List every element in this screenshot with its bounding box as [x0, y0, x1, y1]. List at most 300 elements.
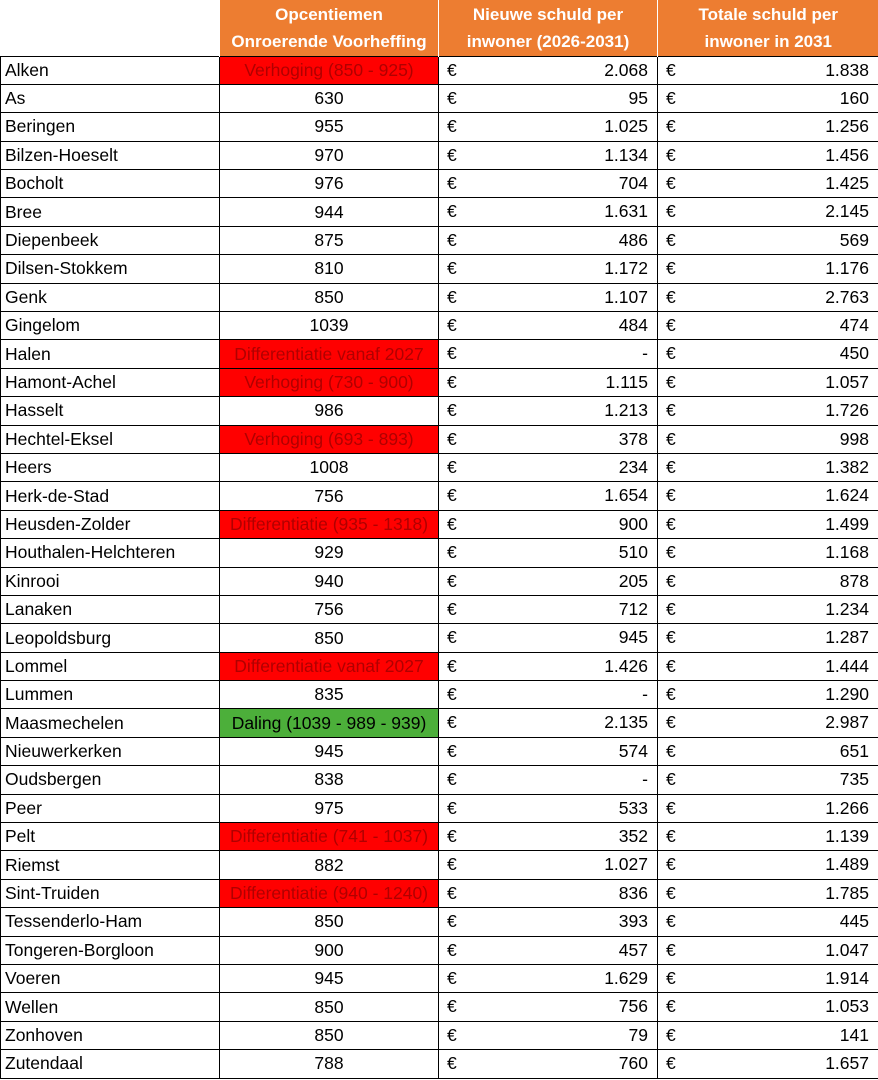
- amount-value: -: [642, 769, 648, 790]
- municipality-name: Hasselt: [1, 397, 220, 425]
- currency-symbol: €: [666, 513, 676, 534]
- currency-symbol: €: [447, 655, 457, 676]
- amount-value: 393: [618, 911, 648, 932]
- amount-value: 1.172: [604, 258, 648, 279]
- table-row: [1, 1050, 878, 1078]
- total-debt-cell: [658, 425, 878, 453]
- new-debt-cell: [439, 1050, 658, 1078]
- amount-value: 1.631: [604, 201, 648, 222]
- currency-symbol: €: [666, 570, 676, 591]
- currency-symbol: €: [447, 627, 457, 648]
- amount-value: 1.657: [825, 1053, 869, 1074]
- currency-symbol: €: [666, 911, 676, 932]
- new-debt-cell: [439, 226, 658, 254]
- currency-symbol: €: [447, 400, 457, 421]
- new-debt-cell: [439, 198, 658, 226]
- amount-value: 1.425: [825, 173, 869, 194]
- table-row: [1, 170, 878, 198]
- header-total-debt: [658, 0, 878, 56]
- table-row: [1, 652, 878, 680]
- currency-symbol: €: [447, 87, 457, 108]
- currency-symbol: €: [666, 854, 676, 875]
- table-row: [1, 595, 878, 623]
- new-debt-cell: [439, 368, 658, 396]
- table-row: [1, 425, 878, 453]
- currency-symbol: €: [447, 939, 457, 960]
- currency-symbol: €: [447, 173, 457, 194]
- currency-symbol: €: [447, 769, 457, 790]
- municipality-name: Voeren: [1, 965, 220, 993]
- amount-value: 2.763: [825, 286, 869, 307]
- ozv-rate-cell: Verhoging (730 - 900): [220, 368, 439, 396]
- table-row: [1, 283, 878, 311]
- currency-symbol: €: [666, 598, 676, 619]
- total-debt-cell: [658, 510, 878, 538]
- table-row: [1, 56, 878, 84]
- table-header: [1, 0, 878, 56]
- municipality-name: Nieuwerkerken: [1, 737, 220, 765]
- table-row: [1, 1021, 878, 1049]
- ozv-rate-cell: 850: [220, 1021, 439, 1049]
- amount-value: 1.838: [825, 59, 869, 80]
- total-debt-cell: [658, 539, 878, 567]
- amount-value: 445: [839, 911, 869, 932]
- amount-value: 1.168: [825, 542, 869, 563]
- municipality-name: Sint-Truiden: [1, 879, 220, 907]
- new-debt-cell: [439, 1021, 658, 1049]
- amount-value: 1.287: [825, 627, 869, 648]
- amount-value: 712: [618, 598, 648, 619]
- table-row: [1, 993, 878, 1021]
- amount-value: 141: [839, 1024, 869, 1045]
- ozv-rate-cell: 976: [220, 170, 439, 198]
- new-debt-cell: [439, 908, 658, 936]
- currency-symbol: €: [447, 258, 457, 279]
- table-row: [1, 879, 878, 907]
- new-debt-cell: [439, 993, 658, 1021]
- ozv-rate-cell: Verhoging (850 - 925): [220, 56, 439, 84]
- header-ozv-line2: Onroerende Voorheffing: [231, 31, 427, 51]
- amount-value: -: [642, 684, 648, 705]
- amount-value: 510: [618, 542, 648, 563]
- amount-value: 945: [618, 627, 648, 648]
- total-debt-cell: [658, 482, 878, 510]
- amount-value: 1.785: [825, 882, 869, 903]
- municipality-name: Bilzen-Hoeselt: [1, 141, 220, 169]
- currency-symbol: €: [666, 1024, 676, 1045]
- total-debt-cell: [658, 624, 878, 652]
- table-row: [1, 453, 878, 481]
- ozv-rate-cell: 1008: [220, 453, 439, 481]
- amount-value: 1.290: [825, 684, 869, 705]
- total-debt-cell: [658, 681, 878, 709]
- ozv-rate-cell: Daling (1039 - 989 - 939): [220, 709, 439, 737]
- currency-symbol: €: [666, 542, 676, 563]
- table-row: [1, 226, 878, 254]
- new-debt-cell: [439, 652, 658, 680]
- currency-symbol: €: [447, 996, 457, 1017]
- currency-symbol: €: [666, 627, 676, 648]
- ozv-rate-cell: Verhoging (693 - 893): [220, 425, 439, 453]
- ozv-rate-cell: 850: [220, 908, 439, 936]
- currency-symbol: €: [666, 229, 676, 250]
- amount-value: 1.456: [825, 144, 869, 165]
- amount-value: 1.107: [604, 286, 648, 307]
- currency-symbol: €: [666, 655, 676, 676]
- amount-value: 836: [618, 882, 648, 903]
- currency-symbol: €: [666, 173, 676, 194]
- new-debt-cell: [439, 425, 658, 453]
- total-debt-cell: [658, 737, 878, 765]
- amount-value: 900: [618, 513, 648, 534]
- ozv-rate-cell: 850: [220, 993, 439, 1021]
- total-debt-cell: [658, 908, 878, 936]
- table-row: [1, 113, 878, 141]
- header-new-debt-line1: Nieuwe schuld per: [472, 4, 624, 24]
- total-debt-cell: [658, 794, 878, 822]
- amount-value: 1.025: [604, 116, 648, 137]
- currency-symbol: €: [666, 740, 676, 761]
- total-debt-cell: [658, 879, 878, 907]
- amount-value: 1.139: [825, 826, 869, 847]
- amount-value: 160: [839, 87, 869, 108]
- total-debt-cell: [658, 993, 878, 1021]
- amount-value: 2.987: [825, 712, 869, 733]
- currency-symbol: €: [666, 201, 676, 222]
- currency-symbol: €: [447, 428, 457, 449]
- ozv-rate-cell: Differentiatie vanaf 2027: [220, 340, 439, 368]
- table-row: [1, 624, 878, 652]
- currency-symbol: €: [447, 513, 457, 534]
- currency-symbol: €: [666, 797, 676, 818]
- amount-value: 1.047: [825, 939, 869, 960]
- new-debt-cell: [439, 794, 658, 822]
- amount-value: 1.234: [825, 598, 869, 619]
- currency-symbol: €: [447, 854, 457, 875]
- currency-symbol: €: [666, 286, 676, 307]
- total-debt-cell: [658, 340, 878, 368]
- new-debt-cell: [439, 823, 658, 851]
- total-debt-cell: [658, 1050, 878, 1078]
- currency-symbol: €: [447, 598, 457, 619]
- currency-symbol: €: [447, 229, 457, 250]
- table-row: [1, 681, 878, 709]
- new-debt-cell: [439, 681, 658, 709]
- total-debt-cell: [658, 113, 878, 141]
- amount-value: 704: [618, 173, 648, 194]
- amount-value: 533: [618, 797, 648, 818]
- new-debt-cell: [439, 482, 658, 510]
- amount-value: 1.256: [825, 116, 869, 137]
- currency-symbol: €: [447, 882, 457, 903]
- header-ozv: [220, 0, 439, 56]
- table-row: [1, 141, 878, 169]
- municipality-name: Bocholt: [1, 170, 220, 198]
- municipality-name: Pelt: [1, 823, 220, 851]
- ozv-rate-cell: Differentiatie (741 - 1037): [220, 823, 439, 851]
- total-debt-cell: [658, 226, 878, 254]
- amount-value: 1.629: [604, 968, 648, 988]
- municipality-name: Tongeren-Borgloon: [1, 936, 220, 964]
- header-blank-cell: [1, 0, 220, 56]
- currency-symbol: €: [447, 201, 457, 222]
- new-debt-cell: [439, 340, 658, 368]
- amount-value: 79: [628, 1024, 648, 1045]
- currency-symbol: €: [666, 116, 676, 137]
- ozv-rate-cell: 944: [220, 198, 439, 226]
- currency-symbol: €: [447, 911, 457, 932]
- currency-symbol: €: [447, 371, 457, 392]
- total-debt-cell: [658, 567, 878, 595]
- municipality-name: Alken: [1, 56, 220, 84]
- total-debt-cell: [658, 936, 878, 964]
- currency-symbol: €: [666, 968, 676, 988]
- ozv-rate-cell: 756: [220, 482, 439, 510]
- table-row: [1, 737, 878, 765]
- currency-symbol: €: [447, 286, 457, 307]
- new-debt-cell: [439, 141, 658, 169]
- amount-value: 486: [618, 229, 648, 250]
- table-row: [1, 823, 878, 851]
- table-row: [1, 539, 878, 567]
- new-debt-cell: [439, 56, 658, 84]
- municipality-name: Heers: [1, 453, 220, 481]
- amount-value: -: [642, 343, 648, 364]
- ozv-rate-cell: 1039: [220, 312, 439, 340]
- currency-symbol: €: [666, 684, 676, 705]
- total-debt-cell: [658, 851, 878, 879]
- ozv-rate-cell: 810: [220, 255, 439, 283]
- header-new-debt: [439, 0, 658, 56]
- ozv-rate-cell: 875: [220, 226, 439, 254]
- table-body: [1, 56, 878, 1078]
- new-debt-cell: [439, 283, 658, 311]
- new-debt-cell: [439, 851, 658, 879]
- new-debt-cell: [439, 312, 658, 340]
- amount-value: 1.134: [604, 144, 648, 165]
- header-new-debt-line2: inwoner (2026-2031): [466, 31, 630, 51]
- amount-value: 574: [618, 740, 648, 761]
- ozv-rate-cell: 838: [220, 766, 439, 794]
- municipality-name: As: [1, 84, 220, 112]
- currency-symbol: €: [666, 144, 676, 165]
- new-debt-cell: [439, 595, 658, 623]
- table-row: [1, 397, 878, 425]
- currency-symbol: €: [666, 315, 676, 336]
- municipality-name: Tessenderlo-Ham: [1, 908, 220, 936]
- currency-symbol: €: [447, 826, 457, 847]
- new-debt-cell: [439, 766, 658, 794]
- table-row: [1, 510, 878, 538]
- amount-value: 1.115: [605, 371, 648, 392]
- new-debt-cell: [439, 113, 658, 141]
- table-row: [1, 766, 878, 794]
- amount-value: 1.499: [825, 513, 869, 534]
- amount-value: 1.027: [604, 854, 648, 875]
- municipality-name: Herk-de-Stad: [1, 482, 220, 510]
- amount-value: 2.145: [825, 201, 869, 222]
- table-row: [1, 567, 878, 595]
- table-row: [1, 709, 878, 737]
- total-debt-cell: [658, 141, 878, 169]
- amount-value: 998: [839, 428, 869, 449]
- amount-value: 1.726: [825, 400, 869, 421]
- total-debt-cell: [658, 397, 878, 425]
- ozv-rate-cell: 945: [220, 737, 439, 765]
- municipality-name: Leopoldsburg: [1, 624, 220, 652]
- total-debt-cell: [658, 453, 878, 481]
- amount-value: 878: [839, 570, 869, 591]
- ozv-rate-cell: 835: [220, 681, 439, 709]
- ozv-rate-cell: 955: [220, 113, 439, 141]
- new-debt-cell: [439, 624, 658, 652]
- amount-value: 450: [839, 343, 869, 364]
- total-debt-cell: [658, 766, 878, 794]
- municipality-name: Genk: [1, 283, 220, 311]
- amount-value: 457: [618, 939, 648, 960]
- ozv-rate-cell: 630: [220, 84, 439, 112]
- currency-symbol: €: [666, 485, 676, 506]
- amount-value: 1.053: [825, 996, 869, 1017]
- new-debt-cell: [439, 539, 658, 567]
- table-row: [1, 198, 878, 226]
- new-debt-cell: [439, 965, 658, 993]
- amount-value: 1.914: [825, 968, 869, 988]
- new-debt-cell: [439, 709, 658, 737]
- amount-value: 760: [618, 1053, 648, 1074]
- municipality-name: Gingelom: [1, 312, 220, 340]
- new-debt-cell: [439, 170, 658, 198]
- amount-value: 352: [618, 826, 648, 847]
- amount-value: 1.489: [825, 854, 869, 875]
- total-debt-cell: [658, 198, 878, 226]
- ozv-rate-cell: 850: [220, 624, 439, 652]
- total-debt-cell: [658, 823, 878, 851]
- ozv-rate-cell: 986: [220, 397, 439, 425]
- currency-symbol: €: [447, 684, 457, 705]
- currency-symbol: €: [666, 400, 676, 421]
- currency-symbol: €: [666, 428, 676, 449]
- ozv-rate-cell: 929: [220, 539, 439, 567]
- amount-value: 1.176: [825, 258, 869, 279]
- amount-value: 1.057: [825, 371, 869, 392]
- ozv-rate-cell: 970: [220, 141, 439, 169]
- table-row: [1, 965, 878, 993]
- amount-value: 569: [839, 229, 869, 250]
- currency-symbol: €: [447, 485, 457, 506]
- currency-symbol: €: [666, 371, 676, 392]
- municipality-name: Dilsen-Stokkem: [1, 255, 220, 283]
- amount-value: 1.444: [825, 655, 869, 676]
- new-debt-cell: [439, 453, 658, 481]
- currency-symbol: €: [447, 712, 457, 733]
- total-debt-cell: [658, 965, 878, 993]
- municipality-name: Kinrooi: [1, 567, 220, 595]
- currency-symbol: €: [666, 87, 676, 108]
- ozv-rate-cell: 882: [220, 851, 439, 879]
- currency-symbol: €: [666, 59, 676, 80]
- amount-value: 234: [618, 456, 648, 477]
- currency-symbol: €: [447, 116, 457, 137]
- currency-symbol: €: [447, 797, 457, 818]
- currency-symbol: €: [447, 315, 457, 336]
- ozv-rate-cell: 975: [220, 794, 439, 822]
- total-debt-cell: [658, 652, 878, 680]
- amount-value: 1.426: [604, 655, 648, 676]
- currency-symbol: €: [447, 570, 457, 591]
- ozv-rate-cell: 940: [220, 567, 439, 595]
- amount-value: 484: [618, 315, 648, 336]
- new-debt-cell: [439, 936, 658, 964]
- ozv-rate-cell: Differentiatie (935 - 1318): [220, 510, 439, 538]
- amount-value: 651: [839, 740, 869, 761]
- table-row: [1, 340, 878, 368]
- currency-symbol: €: [666, 343, 676, 364]
- table-row: [1, 936, 878, 964]
- municipality-name: Lommel: [1, 652, 220, 680]
- header-total-debt-line2: inwoner in 2031: [704, 31, 833, 51]
- total-debt-cell: [658, 1021, 878, 1049]
- currency-symbol: €: [666, 456, 676, 477]
- new-debt-cell: [439, 397, 658, 425]
- amount-value: 1.624: [825, 485, 869, 506]
- table-row: [1, 312, 878, 340]
- ozv-rate-cell: 788: [220, 1050, 439, 1078]
- total-debt-cell: [658, 312, 878, 340]
- total-debt-cell: [658, 283, 878, 311]
- municipality-name: Riemst: [1, 851, 220, 879]
- ozv-rate-cell: Differentiatie (940 - 1240): [220, 879, 439, 907]
- currency-symbol: €: [447, 59, 457, 80]
- amount-value: 2.135: [604, 712, 648, 733]
- total-debt-cell: [658, 84, 878, 112]
- municipality-name: Hechtel-Eksel: [1, 425, 220, 453]
- amount-value: 756: [618, 996, 648, 1017]
- amount-value: 2.068: [604, 59, 648, 80]
- ozv-rate-cell: 756: [220, 595, 439, 623]
- table-row: [1, 255, 878, 283]
- table-row: [1, 84, 878, 112]
- municipality-name: Beringen: [1, 113, 220, 141]
- currency-symbol: €: [447, 456, 457, 477]
- amount-value: 735: [839, 769, 869, 790]
- ozv-rate-cell: Differentiatie vanaf 2027: [220, 652, 439, 680]
- ozv-rate-cell: 900: [220, 936, 439, 964]
- table-row: [1, 482, 878, 510]
- currency-symbol: €: [666, 258, 676, 279]
- currency-symbol: €: [666, 769, 676, 790]
- currency-symbol: €: [447, 740, 457, 761]
- currency-symbol: €: [666, 939, 676, 960]
- header-ozv-line1: Opcentiemen: [275, 4, 383, 24]
- total-debt-cell: [658, 368, 878, 396]
- amount-value: 474: [839, 315, 869, 336]
- table-row: [1, 851, 878, 879]
- municipality-name: Diepenbeek: [1, 226, 220, 254]
- currency-symbol: €: [666, 882, 676, 903]
- amount-value: 378: [618, 428, 648, 449]
- currency-symbol: €: [666, 996, 676, 1017]
- municipality-name: Lummen: [1, 681, 220, 709]
- municipality-name: Maasmechelen: [1, 709, 220, 737]
- municipality-name: Halen: [1, 340, 220, 368]
- total-debt-cell: [658, 56, 878, 84]
- municipality-name: Oudsbergen: [1, 766, 220, 794]
- currency-symbol: €: [447, 1024, 457, 1045]
- currency-symbol: €: [666, 1053, 676, 1074]
- header-total-debt-line1: Totale schuld per: [698, 4, 838, 24]
- municipality-name: Houthalen-Helchteren: [1, 539, 220, 567]
